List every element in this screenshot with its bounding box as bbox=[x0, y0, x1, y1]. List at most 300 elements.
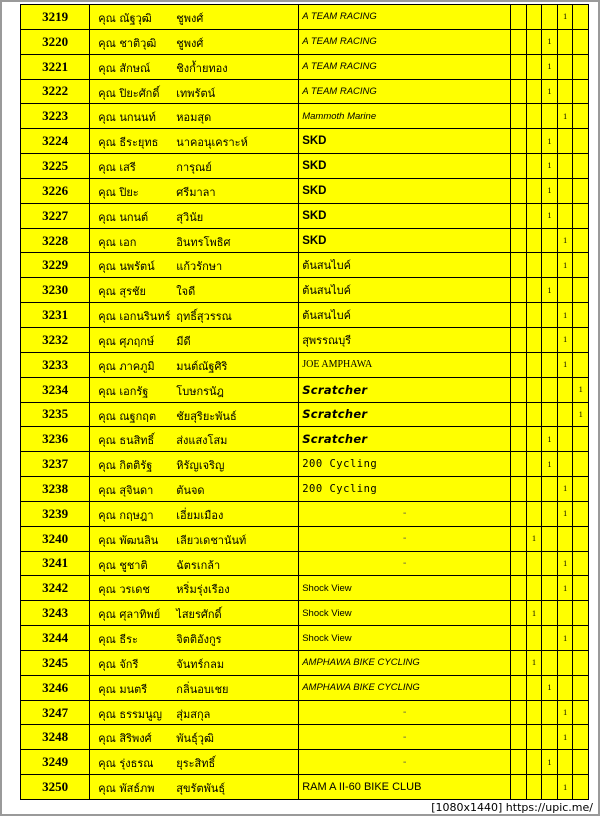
team-name: 200 Cycling bbox=[299, 477, 511, 502]
class-mark-cell: 1 bbox=[542, 203, 558, 228]
racer-name-cell bbox=[90, 54, 299, 79]
class-mark-cell bbox=[542, 501, 558, 526]
racer-number: 3229 bbox=[21, 253, 90, 278]
table-row bbox=[21, 327, 589, 352]
class-mark-cell bbox=[526, 750, 542, 775]
table-row bbox=[21, 228, 589, 253]
class-mark-cell: 1 bbox=[573, 377, 589, 402]
class-mark-cell: 1 bbox=[542, 750, 558, 775]
table-row bbox=[21, 576, 589, 601]
class-mark-cell bbox=[511, 576, 527, 601]
class-mark-cell bbox=[526, 501, 542, 526]
racer-last-name: หิรัญเจริญ bbox=[176, 459, 225, 473]
racer-number: 3247 bbox=[21, 700, 90, 725]
class-mark-cell bbox=[542, 5, 558, 30]
racer-name-cell bbox=[90, 700, 299, 725]
class-mark-cell: 1 bbox=[557, 303, 573, 328]
class-mark-cell bbox=[542, 303, 558, 328]
team-name: SKD bbox=[299, 129, 511, 154]
class-mark-cell bbox=[526, 452, 542, 477]
class-mark-cell bbox=[542, 576, 558, 601]
class-mark-cell bbox=[573, 626, 589, 651]
class-mark-cell bbox=[557, 675, 573, 700]
class-mark-cell bbox=[573, 278, 589, 303]
racer-name-cell bbox=[90, 477, 299, 502]
class-mark-cell bbox=[573, 650, 589, 675]
racer-name-cell bbox=[90, 576, 299, 601]
class-mark-cell bbox=[511, 79, 527, 104]
team-name: Scratcher bbox=[299, 377, 511, 402]
class-mark-cell bbox=[511, 526, 527, 551]
racer-last-name: มนต์ณัฐศิริ bbox=[176, 359, 228, 373]
class-mark-cell bbox=[573, 29, 589, 54]
table-row bbox=[21, 129, 589, 154]
team-name: Mammoth Marine bbox=[299, 104, 511, 129]
team-name: - bbox=[299, 700, 511, 725]
table-body bbox=[21, 5, 589, 800]
class-mark-cell bbox=[526, 352, 542, 377]
class-mark-cell bbox=[526, 228, 542, 253]
class-mark-cell: 1 bbox=[542, 452, 558, 477]
class-mark-cell bbox=[542, 526, 558, 551]
class-mark-cell bbox=[511, 700, 527, 725]
racer-first-name: คุณ เสรี bbox=[98, 161, 136, 175]
racer-last-name: จิตติอังกูร bbox=[176, 633, 222, 647]
racer-first-name: คุณ เอกนรินทร์ bbox=[98, 310, 171, 324]
racer-first-name: คุณ ณัฐวุฒิ bbox=[98, 12, 152, 25]
racer-first-name: คุณ กฤษฎา bbox=[98, 508, 154, 522]
racer-first-name: คุณ เอก bbox=[98, 235, 137, 249]
class-mark-cell bbox=[511, 203, 527, 228]
class-mark-cell bbox=[526, 5, 542, 30]
class-mark-cell bbox=[542, 477, 558, 502]
class-mark-cell bbox=[573, 427, 589, 452]
class-mark-cell: 1 bbox=[557, 725, 573, 750]
class-mark-cell: 1 bbox=[557, 327, 573, 352]
racer-first-name: คุณ สิริพงศ์ bbox=[98, 732, 152, 746]
class-mark-cell: 1 bbox=[557, 700, 573, 725]
class-mark-cell bbox=[511, 377, 527, 402]
racer-number: 3233 bbox=[21, 352, 90, 377]
class-mark-cell: 1 bbox=[557, 576, 573, 601]
class-mark-cell bbox=[573, 154, 589, 179]
class-mark-cell bbox=[573, 327, 589, 352]
table-row bbox=[21, 725, 589, 750]
table-row bbox=[21, 526, 589, 551]
racer-number: 3250 bbox=[21, 775, 90, 800]
registration-table bbox=[20, 4, 589, 800]
racer-name-cell bbox=[90, 775, 299, 800]
racer-name-cell bbox=[90, 551, 299, 576]
racer-first-name: คุณ สักษณ์ bbox=[98, 61, 151, 75]
table-row bbox=[21, 650, 589, 675]
team-name: Shock View bbox=[299, 601, 511, 626]
table-row bbox=[21, 352, 589, 377]
class-mark-cell: 1 bbox=[542, 178, 558, 203]
class-mark-cell bbox=[557, 129, 573, 154]
racer-first-name: คุณ ชาติวุฒิ bbox=[98, 36, 157, 50]
team-name: ต้นสนไบค์ bbox=[299, 253, 511, 278]
racer-name-cell bbox=[90, 203, 299, 228]
table-row bbox=[21, 278, 589, 303]
class-mark-cell: 1 bbox=[557, 477, 573, 502]
racer-first-name: คุณ ธีระยุทธ bbox=[98, 136, 159, 150]
class-mark-cell: 1 bbox=[557, 501, 573, 526]
table-row bbox=[21, 303, 589, 328]
racer-last-name: ตันจด bbox=[176, 484, 205, 498]
table-row bbox=[21, 477, 589, 502]
racer-name-cell bbox=[90, 452, 299, 477]
racer-number: 3221 bbox=[21, 54, 90, 79]
racer-number: 3225 bbox=[21, 154, 90, 179]
class-mark-cell bbox=[573, 501, 589, 526]
team-name: SKD bbox=[299, 228, 511, 253]
racer-name-cell bbox=[90, 29, 299, 54]
racer-name-cell bbox=[90, 377, 299, 402]
table-row bbox=[21, 54, 589, 79]
racer-last-name: พันธุ์วุฒิ bbox=[176, 732, 214, 746]
racer-name-cell bbox=[90, 5, 299, 30]
racer-first-name: คุณ วรเดช bbox=[98, 583, 150, 597]
class-mark-cell: 1 bbox=[557, 104, 573, 129]
racer-last-name: ส่งแสงโสม bbox=[176, 434, 228, 448]
racer-first-name: คุณ ธรรมนูญ bbox=[98, 707, 163, 721]
class-mark-cell bbox=[526, 104, 542, 129]
racer-last-name: ชูพงศ์ bbox=[176, 36, 204, 50]
racer-last-name: ฉัตรเกล้า bbox=[176, 558, 221, 572]
racer-last-name: หริ่มรุ่งเรือง bbox=[176, 583, 230, 597]
racer-name-cell bbox=[90, 278, 299, 303]
class-mark-cell bbox=[573, 452, 589, 477]
table-row bbox=[21, 551, 589, 576]
racer-number: 3241 bbox=[21, 551, 90, 576]
class-mark-cell bbox=[526, 700, 542, 725]
class-mark-cell bbox=[526, 79, 542, 104]
table-row bbox=[21, 601, 589, 626]
racer-first-name: คุณ จักรี bbox=[98, 657, 139, 671]
racer-last-name: จันทร์กลม bbox=[176, 657, 225, 671]
class-mark-cell bbox=[511, 253, 527, 278]
class-mark-cell bbox=[526, 626, 542, 651]
class-mark-cell bbox=[511, 327, 527, 352]
class-mark-cell bbox=[557, 402, 573, 427]
team-name: Scratcher bbox=[299, 402, 511, 427]
table-row bbox=[21, 104, 589, 129]
class-mark-cell bbox=[511, 154, 527, 179]
racer-last-name: ชิงก้ำยทอง bbox=[176, 61, 228, 75]
class-mark-cell bbox=[542, 626, 558, 651]
class-mark-cell bbox=[511, 427, 527, 452]
class-mark-cell: 1 bbox=[557, 228, 573, 253]
racer-last-name: แก้วรักษา bbox=[176, 260, 223, 274]
racer-last-name: อินทรโพธิศ bbox=[176, 235, 231, 249]
racer-first-name: คุณ ศุภฤกษ์ bbox=[98, 334, 155, 348]
table-row bbox=[21, 452, 589, 477]
racer-name-cell bbox=[90, 601, 299, 626]
class-mark-cell bbox=[542, 650, 558, 675]
racer-last-name: ชัยสุริยะพันธ์ bbox=[176, 409, 237, 423]
class-mark-cell bbox=[511, 303, 527, 328]
class-mark-cell bbox=[573, 129, 589, 154]
class-mark-cell bbox=[573, 203, 589, 228]
team-name: 200 Cycling bbox=[299, 452, 511, 477]
class-mark-cell bbox=[511, 452, 527, 477]
table-row bbox=[21, 775, 589, 800]
table-row bbox=[21, 203, 589, 228]
racer-number: 3249 bbox=[21, 750, 90, 775]
racer-last-name: เอี่ยมเมือง bbox=[176, 508, 224, 522]
racer-last-name: ใจดี bbox=[176, 285, 196, 299]
racer-last-name: ฤทธิ์สุวรรณ bbox=[176, 310, 232, 324]
class-mark-cell bbox=[557, 452, 573, 477]
class-mark-cell bbox=[511, 352, 527, 377]
class-mark-cell bbox=[511, 675, 527, 700]
class-mark-cell bbox=[542, 601, 558, 626]
class-mark-cell bbox=[573, 303, 589, 328]
class-mark-cell bbox=[511, 278, 527, 303]
team-name: - bbox=[299, 750, 511, 775]
table-row bbox=[21, 700, 589, 725]
table-row bbox=[21, 675, 589, 700]
racer-last-name: เลียวเดชานันท์ bbox=[176, 533, 247, 547]
class-mark-cell bbox=[573, 228, 589, 253]
racer-last-name: ยุระสิทธิ์ bbox=[176, 757, 216, 771]
class-mark-cell bbox=[526, 278, 542, 303]
watermark-text: [1080x1440] https://upic.me/ bbox=[428, 801, 596, 814]
racer-number: 3236 bbox=[21, 427, 90, 452]
class-mark-cell bbox=[511, 650, 527, 675]
class-mark-cell bbox=[573, 253, 589, 278]
class-mark-cell bbox=[557, 427, 573, 452]
table-row bbox=[21, 79, 589, 104]
class-mark-cell bbox=[573, 178, 589, 203]
class-mark-cell bbox=[526, 775, 542, 800]
class-mark-cell bbox=[526, 675, 542, 700]
table-row bbox=[21, 154, 589, 179]
racer-first-name: คุณ ศุลาทิพย์ bbox=[98, 608, 161, 622]
team-name: SKD bbox=[299, 203, 511, 228]
racer-number: 3244 bbox=[21, 626, 90, 651]
racer-first-name: คุณ ธีระ bbox=[98, 633, 138, 647]
racer-name-cell bbox=[90, 526, 299, 551]
class-mark-cell bbox=[511, 750, 527, 775]
class-mark-cell bbox=[573, 775, 589, 800]
class-mark-cell bbox=[557, 178, 573, 203]
racer-number: 3227 bbox=[21, 203, 90, 228]
class-mark-cell bbox=[573, 551, 589, 576]
class-mark-cell bbox=[573, 79, 589, 104]
class-mark-cell bbox=[511, 725, 527, 750]
class-mark-cell bbox=[526, 477, 542, 502]
class-mark-cell bbox=[542, 402, 558, 427]
racer-first-name: คุณ ชูชาติ bbox=[98, 558, 148, 572]
class-mark-cell bbox=[542, 775, 558, 800]
racer-name-cell bbox=[90, 79, 299, 104]
class-mark-cell bbox=[542, 104, 558, 129]
class-mark-cell bbox=[573, 104, 589, 129]
class-mark-cell bbox=[526, 402, 542, 427]
team-name: A TEAM RACING bbox=[299, 5, 511, 30]
class-mark-cell bbox=[511, 54, 527, 79]
racer-number: 3230 bbox=[21, 278, 90, 303]
racer-last-name: โบษกรนัฎ bbox=[176, 384, 224, 398]
racer-last-name: สุวินัย bbox=[176, 210, 204, 224]
class-mark-cell: 1 bbox=[542, 29, 558, 54]
class-mark-cell bbox=[511, 601, 527, 626]
class-mark-cell bbox=[542, 377, 558, 402]
class-mark-cell bbox=[573, 526, 589, 551]
racer-last-name: มีดี bbox=[176, 334, 191, 348]
class-mark-cell: 1 bbox=[557, 626, 573, 651]
racer-number: 3228 bbox=[21, 228, 90, 253]
racer-name-cell bbox=[90, 303, 299, 328]
racer-last-name: สุขรัตพันธุ์ bbox=[176, 782, 226, 796]
team-name: AMPHAWA BIKE CYCLING bbox=[299, 675, 511, 700]
class-mark-cell bbox=[542, 327, 558, 352]
racer-name-cell bbox=[90, 626, 299, 651]
class-mark-cell: 1 bbox=[542, 154, 558, 179]
racer-number: 3248 bbox=[21, 725, 90, 750]
racer-number: 3238 bbox=[21, 477, 90, 502]
class-mark-cell bbox=[511, 626, 527, 651]
racer-last-name: กลิ่นอบเชย bbox=[176, 682, 229, 696]
racer-number: 3222 bbox=[21, 79, 90, 104]
team-name: A TEAM RACING bbox=[299, 29, 511, 54]
class-mark-cell bbox=[573, 725, 589, 750]
class-mark-cell bbox=[511, 178, 527, 203]
class-mark-cell bbox=[542, 551, 558, 576]
class-mark-cell: 1 bbox=[557, 253, 573, 278]
team-name: AMPHAWA BIKE CYCLING bbox=[299, 650, 511, 675]
racer-first-name: คุณ นพรัตน์ bbox=[98, 260, 155, 274]
racer-number: 3226 bbox=[21, 178, 90, 203]
racer-last-name: นาคอนุเคราะห์ bbox=[176, 136, 248, 150]
class-mark-cell bbox=[542, 253, 558, 278]
class-mark-cell: 1 bbox=[557, 5, 573, 30]
class-mark-cell: 1 bbox=[557, 775, 573, 800]
racer-number: 3219 bbox=[21, 5, 90, 30]
racer-first-name: คุณ ธนสิทธิ์ bbox=[98, 434, 155, 448]
class-mark-cell: 1 bbox=[573, 402, 589, 427]
class-mark-cell bbox=[526, 303, 542, 328]
team-name: Scratcher bbox=[299, 427, 511, 452]
racer-last-name: ศรีมาลา bbox=[176, 185, 216, 199]
team-name: JOE AMPHAWA bbox=[299, 352, 511, 377]
class-mark-cell bbox=[557, 278, 573, 303]
team-name: - bbox=[299, 725, 511, 750]
class-mark-cell bbox=[526, 129, 542, 154]
class-mark-cell bbox=[526, 725, 542, 750]
team-name: Shock View bbox=[299, 576, 511, 601]
racer-number: 3232 bbox=[21, 327, 90, 352]
table-row bbox=[21, 29, 589, 54]
team-name: ต้นสนไบค์ bbox=[299, 278, 511, 303]
racer-number: 3246 bbox=[21, 675, 90, 700]
class-mark-cell: 1 bbox=[542, 427, 558, 452]
class-mark-cell bbox=[557, 750, 573, 775]
table-row bbox=[21, 402, 589, 427]
racer-first-name: คุณ พัฒนลิน bbox=[98, 533, 159, 547]
team-name: สุพรรณบุรี bbox=[299, 327, 511, 352]
class-mark-cell bbox=[557, 650, 573, 675]
class-mark-cell bbox=[557, 79, 573, 104]
racer-name-cell bbox=[90, 750, 299, 775]
racer-name-cell bbox=[90, 725, 299, 750]
racer-first-name: คุณ เอกรัฐ bbox=[98, 384, 149, 398]
racer-name-cell bbox=[90, 178, 299, 203]
class-mark-cell bbox=[526, 29, 542, 54]
class-mark-cell bbox=[526, 576, 542, 601]
racer-name-cell bbox=[90, 228, 299, 253]
racer-name-cell bbox=[90, 427, 299, 452]
class-mark-cell bbox=[573, 576, 589, 601]
class-mark-cell bbox=[511, 775, 527, 800]
class-mark-cell bbox=[526, 327, 542, 352]
racer-last-name: การุณย์ bbox=[176, 161, 212, 175]
class-mark-cell bbox=[557, 601, 573, 626]
racer-first-name: คุณ นกนต์ bbox=[98, 210, 149, 224]
class-mark-cell bbox=[526, 551, 542, 576]
racer-last-name: ชูพงศ์ bbox=[176, 12, 204, 25]
class-mark-cell bbox=[526, 178, 542, 203]
table-row bbox=[21, 377, 589, 402]
racer-name-cell bbox=[90, 650, 299, 675]
class-mark-cell bbox=[557, 154, 573, 179]
team-name: ต้นสนไบค์ bbox=[299, 303, 511, 328]
racer-last-name: เทพรัตน์ bbox=[176, 86, 216, 100]
racer-number: 3245 bbox=[21, 650, 90, 675]
class-mark-cell bbox=[526, 427, 542, 452]
racer-number: 3224 bbox=[21, 129, 90, 154]
racer-name-cell bbox=[90, 327, 299, 352]
class-mark-cell bbox=[573, 477, 589, 502]
racer-name-cell bbox=[90, 253, 299, 278]
racer-number: 3223 bbox=[21, 104, 90, 129]
class-mark-cell bbox=[511, 402, 527, 427]
racer-first-name: คุณ ณฐกฤต bbox=[98, 409, 157, 423]
racer-last-name: ไสยรศักดิ์ bbox=[176, 608, 222, 622]
table-row bbox=[21, 626, 589, 651]
class-mark-cell bbox=[542, 352, 558, 377]
class-mark-cell bbox=[573, 750, 589, 775]
racer-last-name: หอมสุด bbox=[176, 111, 212, 125]
class-mark-cell bbox=[511, 228, 527, 253]
team-name: - bbox=[299, 501, 511, 526]
table-row bbox=[21, 427, 589, 452]
class-mark-cell: 1 bbox=[542, 79, 558, 104]
class-mark-cell bbox=[573, 352, 589, 377]
class-mark-cell bbox=[511, 104, 527, 129]
racer-name-cell bbox=[90, 675, 299, 700]
racer-number: 3242 bbox=[21, 576, 90, 601]
class-mark-cell bbox=[557, 526, 573, 551]
racer-first-name: คุณ มนตรี bbox=[98, 682, 148, 696]
table-row bbox=[21, 253, 589, 278]
class-mark-cell: 1 bbox=[526, 526, 542, 551]
class-mark-cell bbox=[573, 675, 589, 700]
racer-name-cell bbox=[90, 501, 299, 526]
racer-name-cell bbox=[90, 352, 299, 377]
class-mark-cell bbox=[511, 477, 527, 502]
class-mark-cell: 1 bbox=[526, 601, 542, 626]
class-mark-cell: 1 bbox=[542, 675, 558, 700]
team-name: SKD bbox=[299, 154, 511, 179]
racer-number: 3235 bbox=[21, 402, 90, 427]
class-mark-cell bbox=[526, 54, 542, 79]
team-name: SKD bbox=[299, 178, 511, 203]
class-mark-cell bbox=[542, 700, 558, 725]
class-mark-cell bbox=[542, 725, 558, 750]
